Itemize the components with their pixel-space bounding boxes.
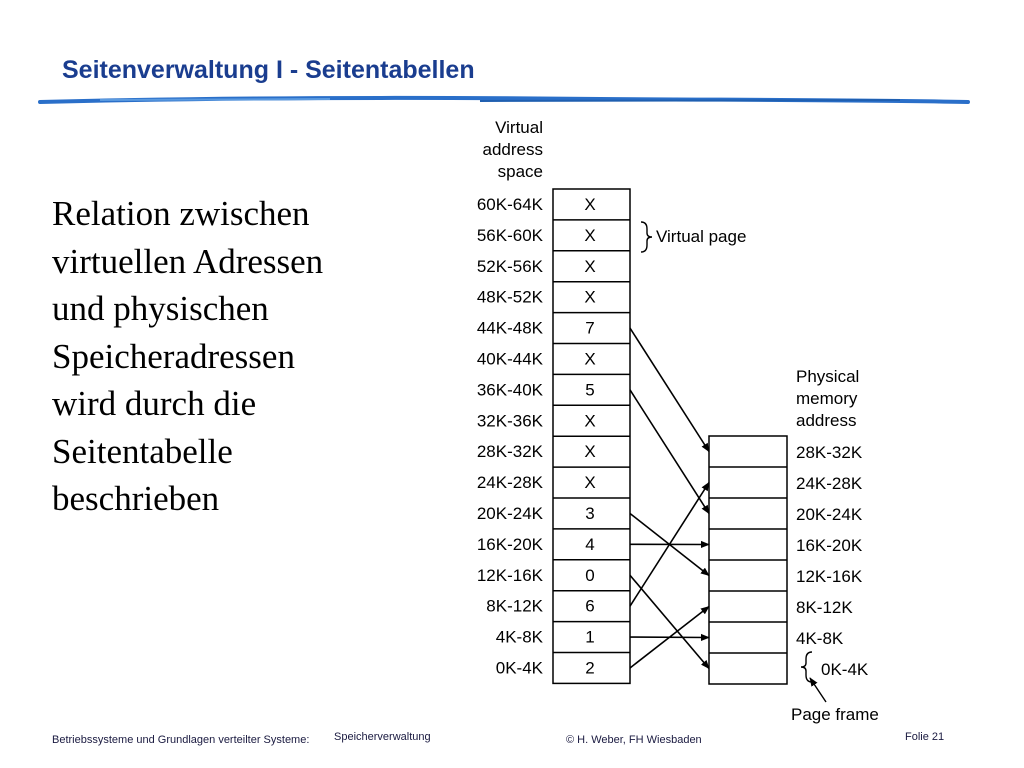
virtual-range-label: 16K-20K [476,534,543,554]
virtual-range-label: 36K-40K [476,380,543,400]
page-table-entry: X [584,195,596,214]
mapping-arrows [630,328,709,668]
virtual-range-label: 60K-64K [476,195,543,214]
virtual-range-label: 52K-56K [476,256,543,276]
virtual-page-table [477,189,630,683]
physical-frame-label: 0K-4K [821,660,869,679]
virtual-header-line: Virtual [495,118,543,137]
page-table-entry: X [584,349,596,369]
page-table-entry: 2 [585,658,595,678]
slide-title: Seitenverwaltung I - Seitentabellen [62,56,475,84]
page-table-entry: 4 [585,534,595,554]
page-table-entry: X [584,442,596,462]
page-table-entry: 0 [585,565,595,585]
body-text-line: Speicheradressen [52,336,295,376]
physical-frame-label: 20K-24K [796,505,863,524]
physical-header-line: memory [796,389,858,408]
page-table-entry: X [584,473,596,493]
virtual-range-label: 28K-32K [476,442,543,462]
physical-header-line: Physical [796,367,860,386]
virtual-range-label: 0K-4K [495,658,543,678]
virtual-range-label: 8K-12K [486,596,543,616]
page-table-entry: X [584,411,596,431]
footer-topic: Speicherverwaltung [334,731,431,743]
virtual-range-label: 20K-24K [476,504,543,523]
virtual-header-line: space [497,162,543,181]
page-table-entry: 1 [585,627,595,647]
page-frame-brace [801,652,812,682]
physical-frame-label: 4K-8K [796,629,844,648]
page-frame-pointer-arrow [810,678,826,702]
page-table-entry: 7 [585,318,595,338]
page-table-entry: 5 [585,380,595,400]
footer-slide-number: Folie 21 [905,731,945,743]
virtual-header-line: address [482,140,543,159]
page-table-entry: X [584,287,596,307]
virtual-range-label: 48K-52K [476,287,543,307]
mapping-arrow [630,328,709,451]
virtual-range-label: 44K-48K [476,318,543,338]
footer-course: Betriebssysteme und Grundlagen verteilter Systeme: [52,734,310,746]
body-text-line: beschrieben [52,479,220,518]
mapping-arrow [630,390,709,514]
virtual-page-label: Virtual page [656,227,747,246]
physical-header-line: address [796,411,857,430]
mapping-arrow [630,575,709,668]
physical-frame-label: 12K-16K [796,567,863,586]
body-text-line: virtuellen Adressen [52,241,324,281]
physical-frame-label: 28K-32K [796,443,863,462]
physical-memory-header [796,367,859,430]
body-text-line: wird durch die [52,384,257,423]
body-text-line: Seitentabelle [52,431,233,471]
virtual-range-label: 12K-16K [476,565,543,585]
page-table-entry: X [584,225,596,245]
physical-frame-label: 24K-28K [796,474,863,493]
body-text-line: Relation zwischen [52,194,310,233]
page-table-entry: 6 [585,596,595,616]
page-table-entry: X [584,256,596,276]
physical-frame-table [709,436,869,684]
body-text-line: und physischen [52,289,269,328]
page-table-entry: 3 [585,504,595,523]
physical-frame-label: 16K-20K [796,536,863,555]
virtual-page-brace [641,222,652,252]
virtual-range-label: 4K-8K [495,627,543,647]
virtual-range-label: 56K-60K [476,225,543,245]
page-frame-label: Page frame [791,705,879,724]
virtual-range-label: 24K-28K [476,473,543,493]
virtual-range-label: 40K-44K [476,349,543,369]
annotations [641,222,879,724]
virtual-address-space-header [483,118,543,181]
virtual-range-label: 32K-36K [476,411,543,431]
footer-author: © H. Weber, FH Wiesbaden [566,734,702,746]
physical-frame-label: 8K-12K [796,598,853,617]
